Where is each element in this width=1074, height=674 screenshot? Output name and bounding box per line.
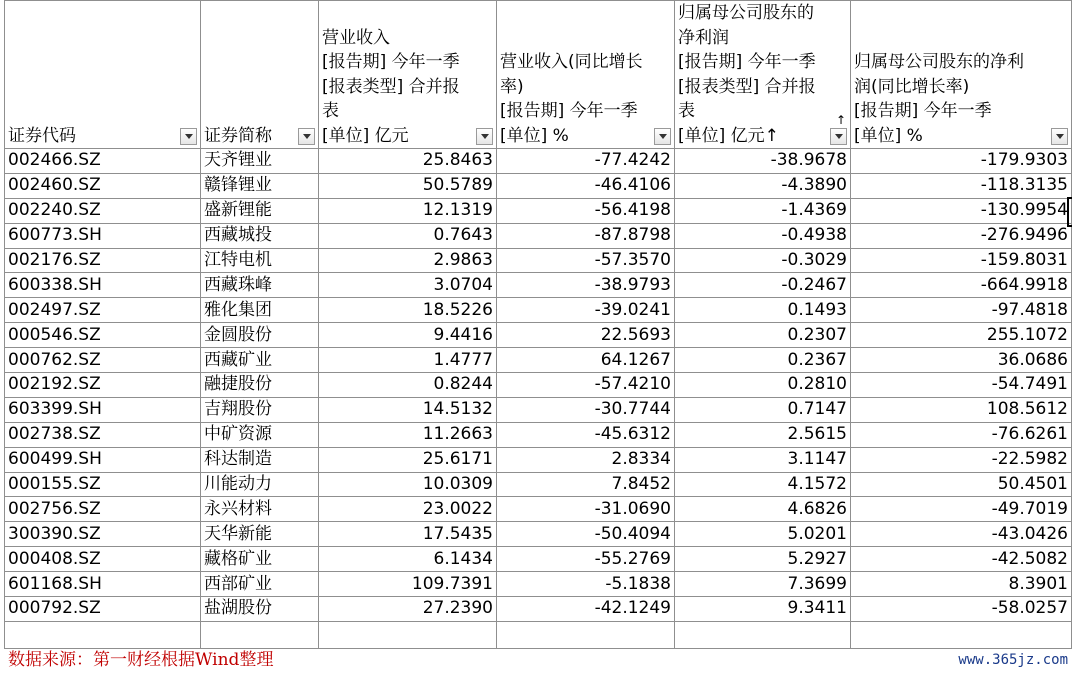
cell-revenue-yoy[interactable]: 64.1267 [497,348,675,373]
cell-net-profit[interactable]: 7.3699 [675,572,851,597]
cell-revenue-yoy[interactable]: -45.6312 [497,422,675,447]
cell-name[interactable]: 融捷股份 [201,373,319,398]
cell-revenue[interactable]: 109.7391 [319,572,497,597]
header-line: [单位] 亿元 [322,125,409,146]
header-line: [报告期] 今年一季 [322,52,460,72]
cell-code[interactable]: 603399.SH [5,397,201,422]
cell-net-profit-yoy[interactable]: -664.9918 [851,273,1072,298]
header-line: [单位] 亿元↑ [678,125,779,146]
empty-cell[interactable] [851,621,1072,648]
cell-revenue-yoy[interactable]: -42.1249 [497,597,675,622]
table-row [5,373,1072,398]
table-row [5,547,1072,572]
cell-net-profit[interactable]: 0.7147 [675,397,851,422]
cell-code[interactable]: 002192.SZ [5,373,201,398]
table-row [5,447,1072,472]
cell-net-profit[interactable]: -0.3029 [675,248,851,273]
cell-revenue[interactable]: 6.1434 [319,547,497,572]
cell-name[interactable]: 中矿资源 [201,422,319,447]
cell-net-profit[interactable]: -38.9678 [675,149,851,174]
cell-net-profit-yoy[interactable]: 108.5612 [851,397,1072,422]
cell-revenue-yoy[interactable]: 2.8334 [497,447,675,472]
cell-cursor [1067,197,1072,227]
cell-code[interactable]: 002240.SZ [5,198,201,223]
header-line: [报表类型] 合并报 [678,76,816,97]
header-line: [单位] % [854,125,923,146]
cell-revenue[interactable]: 18.5226 [319,298,497,323]
cell-code[interactable]: 601168.SH [5,572,201,597]
cell-revenue[interactable]: 50.5789 [319,173,497,198]
cell-net-profit[interactable]: 5.0201 [675,522,851,547]
cell-revenue-yoy[interactable]: -30.7744 [497,397,675,422]
header-net-profit-yoy[interactable] [851,1,1072,149]
filter-dropdown-icon[interactable] [180,128,197,145]
cell-revenue-yoy[interactable]: -38.9793 [497,273,675,298]
header-line: 归属母公司股东的 [678,3,814,23]
cell-revenue[interactable]: 0.7643 [319,223,497,248]
table-row [5,572,1072,597]
cell-net-profit[interactable]: 0.2810 [675,373,851,398]
cell-revenue-yoy[interactable]: -50.4094 [497,522,675,547]
cell-net-profit-yoy[interactable]: -58.0257 [851,597,1072,622]
header-line: 证券简称 [204,125,272,146]
cell-code[interactable]: 000546.SZ [5,323,201,348]
cell-code[interactable]: 600338.SH [5,273,201,298]
cell-name[interactable]: 西部矿业 [201,572,319,597]
cell-net-profit-yoy[interactable]: -97.4818 [851,298,1072,323]
cell-name[interactable]: 雅化集团 [201,298,319,323]
header-line: 润(同比增长率) [854,76,970,97]
cell-revenue[interactable]: 14.5132 [319,397,497,422]
table-row [5,497,1072,522]
cell-net-profit-yoy[interactable]: 255.1072 [851,323,1072,348]
header-revenue[interactable] [319,1,497,149]
header-line: [报表类型] 合并报 [322,76,460,97]
cell-net-profit-yoy[interactable]: -49.7019 [851,497,1072,522]
cell-net-profit[interactable]: 9.3411 [675,597,851,622]
cell-net-profit-yoy[interactable]: -43.0426 [851,522,1072,547]
table-row [5,149,1072,174]
cell-revenue[interactable]: 27.2390 [319,597,497,622]
cell-name[interactable]: 川能动力 [201,472,319,497]
cell-net-profit[interactable]: 2.5615 [675,422,851,447]
cell-net-profit[interactable]: 3.1147 [675,447,851,472]
sort-ascending-icon: ↑ [835,113,846,127]
cell-revenue-yoy[interactable]: -39.0241 [497,298,675,323]
empty-cell[interactable] [497,621,675,648]
cell-net-profit[interactable]: -0.4938 [675,223,851,248]
header-row [5,1,1072,149]
cell-name[interactable]: 金圆股份 [201,323,319,348]
cell-name[interactable]: 盐湖股份 [201,597,319,622]
cell-revenue[interactable]: 0.8244 [319,373,497,398]
cell-net-profit[interactable]: 0.2367 [675,348,851,373]
cell-net-profit-yoy[interactable]: -159.8031 [851,248,1072,273]
cell-revenue[interactable]: 10.0309 [319,472,497,497]
header-line: 表 [322,101,339,121]
table-row [5,198,1072,223]
cell-net-profit-yoy[interactable]: -54.7491 [851,373,1072,398]
cell-code[interactable]: 000792.SZ [5,597,201,622]
cell-revenue-yoy[interactable]: -87.8798 [497,223,675,248]
table-row [5,422,1072,447]
table-row [5,597,1072,622]
cell-name[interactable]: 西藏城投 [201,223,319,248]
cell-net-profit-yoy[interactable]: -130.9954 [851,198,1072,223]
cell-code[interactable]: 000762.SZ [5,348,201,373]
cell-code[interactable]: 002466.SZ [5,149,201,174]
cell-net-profit-yoy[interactable]: -76.6261 [851,422,1072,447]
header-line: 表 [678,101,695,121]
spreadsheet-table [4,0,1072,649]
cell-revenue[interactable]: 3.0704 [319,273,497,298]
cell-code[interactable]: 000408.SZ [5,547,201,572]
header-line: [报告期] 今年一季 [500,101,638,121]
table-row [5,223,1072,248]
cell-code[interactable]: 002738.SZ [5,422,201,447]
cell-name[interactable]: 赣锋锂业 [201,173,319,198]
cell-net-profit-yoy[interactable]: -276.9496 [851,223,1072,248]
header-line: 营业收入 [322,27,390,48]
cell-revenue[interactable]: 25.8463 [319,149,497,174]
cell-revenue-yoy[interactable]: -5.1838 [497,572,675,597]
cell-revenue[interactable]: 17.5435 [319,522,497,547]
header-line: 率) [500,76,524,97]
cell-revenue-yoy[interactable]: -77.4242 [497,149,675,174]
cell-net-profit-yoy[interactable]: -179.9303 [851,149,1072,174]
header-line: 证券代码 [8,125,76,146]
cell-code[interactable]: 002756.SZ [5,497,201,522]
cell-name[interactable]: 天华新能 [201,522,319,547]
table-row [5,248,1072,273]
cell-net-profit[interactable]: 5.2927 [675,547,851,572]
cell-code[interactable]: 002460.SZ [5,173,201,198]
header-line: 净利润 [678,27,729,48]
filter-dropdown-icon[interactable] [1051,128,1068,145]
header-revenue-yoy[interactable] [497,1,675,149]
cell-name[interactable]: 天齐锂业 [201,149,319,174]
cell-name[interactable]: 江特电机 [201,248,319,273]
cell-code[interactable]: 002176.SZ [5,248,201,273]
cell-name[interactable]: 科达制造 [201,447,319,472]
cell-code[interactable]: 000155.SZ [5,472,201,497]
cell-name[interactable]: 西藏矿业 [201,348,319,373]
cell-net-profit[interactable]: 0.1493 [675,298,851,323]
cell-revenue[interactable]: 11.2663 [319,422,497,447]
cell-name[interactable]: 永兴材料 [201,497,319,522]
cell-revenue-yoy[interactable]: -31.0690 [497,497,675,522]
cell-revenue[interactable]: 12.1319 [319,198,497,223]
cell-revenue-yoy[interactable]: 7.8452 [497,472,675,497]
cell-net-profit[interactable]: -1.4369 [675,198,851,223]
cell-net-profit[interactable]: -4.3890 [675,173,851,198]
filter-dropdown-icon[interactable] [654,128,671,145]
cell-revenue[interactable]: 2.9863 [319,248,497,273]
header-line: [报告期] 今年一季 [854,101,992,121]
cell-revenue-yoy[interactable]: -57.4210 [497,373,675,398]
cell-revenue-yoy[interactable]: -57.3570 [497,248,675,273]
cell-name[interactable]: 吉翔股份 [201,397,319,422]
cell-revenue[interactable]: 9.4416 [319,323,497,348]
cell-code[interactable]: 002497.SZ [5,298,201,323]
empty-cell[interactable] [319,621,497,648]
table-row [5,173,1072,198]
cell-name[interactable]: 西藏珠峰 [201,273,319,298]
table-row [5,298,1072,323]
cell-net-profit-yoy[interactable]: -118.3135 [851,173,1072,198]
empty-cell[interactable] [675,621,851,648]
cell-revenue[interactable]: 23.0022 [319,497,497,522]
cell-code[interactable]: 600499.SH [5,447,201,472]
table-row [5,348,1072,373]
header-line: 营业收入(同比增长 [500,52,643,72]
cell-net-profit-yoy[interactable]: -42.5082 [851,547,1072,572]
cell-revenue[interactable]: 25.6171 [319,447,497,472]
filter-dropdown-icon[interactable] [830,128,847,145]
cell-net-profit[interactable]: 4.1572 [675,472,851,497]
cell-revenue[interactable]: 1.4777 [319,348,497,373]
cell-net-profit-yoy[interactable]: 50.4501 [851,472,1072,497]
filter-dropdown-icon[interactable] [476,128,493,145]
header-line: 归属母公司股东的净利 [854,52,1024,72]
table-row [5,472,1072,497]
table-row [5,522,1072,547]
cell-name[interactable]: 藏格矿业 [201,547,319,572]
cell-code[interactable]: 600773.SH [5,223,201,248]
header-line: [单位] % [500,125,569,146]
cell-revenue-yoy[interactable]: 22.5693 [497,323,675,348]
cell-net-profit[interactable]: 0.2307 [675,323,851,348]
site-watermark: www.365jz.com [958,652,1068,668]
header-line: [报告期] 今年一季 [678,52,816,72]
cell-name[interactable]: 盛新锂能 [201,198,319,223]
cell-net-profit[interactable]: -0.2467 [675,273,851,298]
cell-net-profit[interactable]: 4.6826 [675,497,851,522]
table-row [5,397,1072,422]
filter-dropdown-icon[interactable] [298,128,315,145]
cell-net-profit-yoy[interactable]: 36.0686 [851,348,1072,373]
table-body [5,149,1072,649]
cell-net-profit-yoy[interactable]: 8.3901 [851,572,1072,597]
table-row [5,323,1072,348]
cell-code[interactable]: 300390.SZ [5,522,201,547]
header-net-profit[interactable] [675,1,851,149]
cell-revenue-yoy[interactable]: -55.2769 [497,547,675,572]
header-security-code[interactable] [5,1,201,149]
cell-net-profit-yoy[interactable]: -22.5982 [851,447,1072,472]
header-security-name[interactable] [201,1,319,149]
data-source-note: 数据来源：第一财经根据Wind整理 [8,650,274,670]
cell-revenue-yoy[interactable]: -46.4106 [497,173,675,198]
table-row [5,273,1072,298]
cell-revenue-yoy[interactable]: -56.4198 [497,198,675,223]
